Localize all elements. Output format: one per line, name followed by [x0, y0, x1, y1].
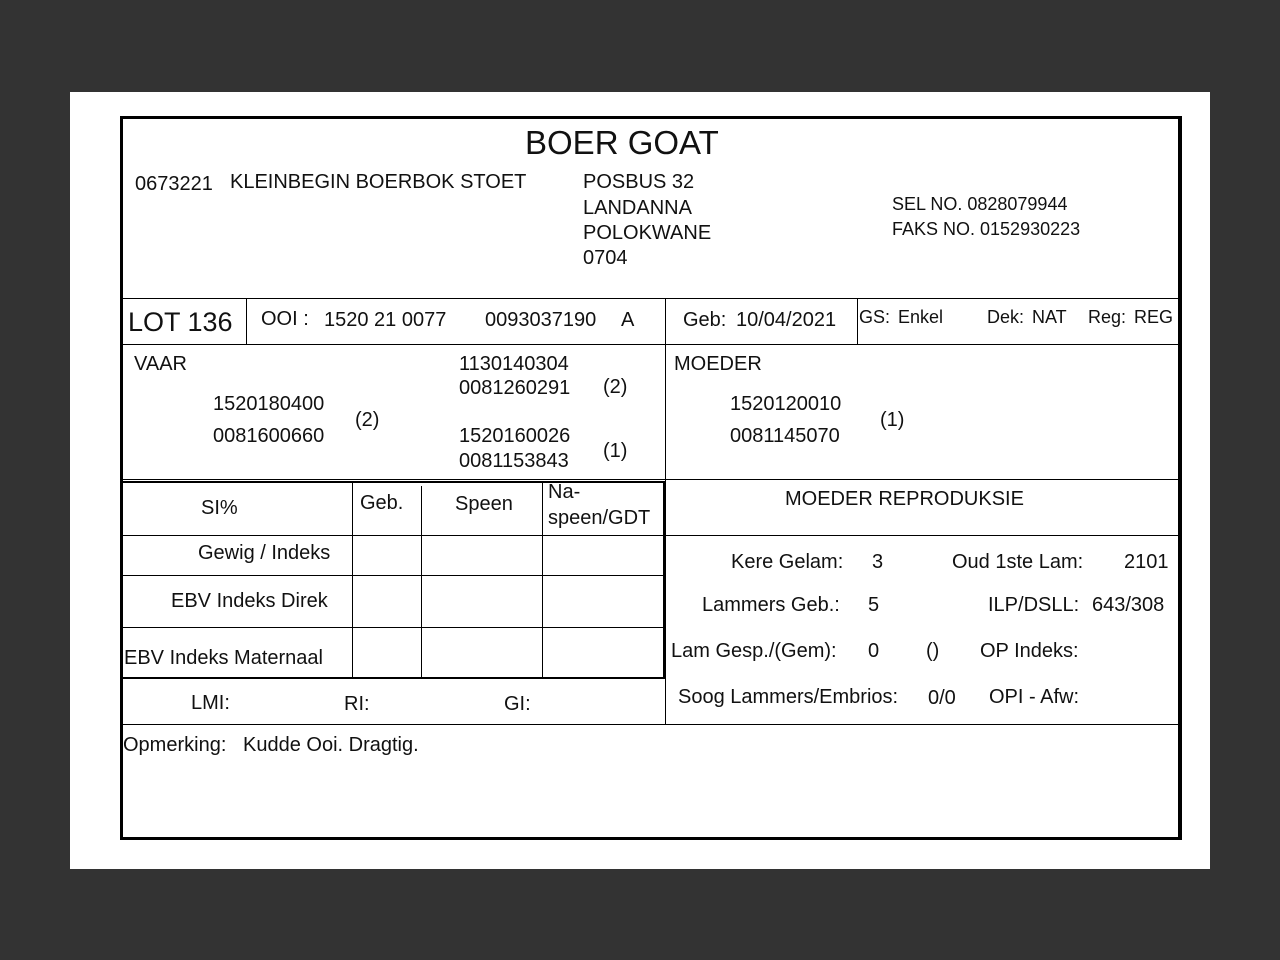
lam-gesp-value: 0 [868, 640, 880, 662]
remark-value: Kudde Ooi. Dragtig. [243, 734, 419, 756]
sire-id: 0081600660 [213, 425, 325, 447]
reg-label: Reg: [1088, 307, 1127, 327]
address-line-1: POSBUS 32 [583, 171, 695, 193]
ri-label: RI: [344, 693, 370, 715]
ooi-label: OOI : [261, 308, 309, 330]
ilp-value: 643/308 [1092, 594, 1165, 616]
address-line-2: LANDANNA [583, 197, 692, 219]
repro-title: MOEDER REPRODUKSIE [785, 488, 1024, 510]
sire-sire-id: 0081260291 [459, 377, 571, 399]
lam-gesp-label: Lam Gesp./(Gem): [671, 640, 837, 662]
fax-number: FAKS NO. 0152930223 [892, 219, 1081, 239]
dam-number: 1520120010 [730, 393, 842, 415]
ooi-id: 0093037190 [485, 309, 597, 331]
geb-value: 10/04/2021 [736, 309, 837, 331]
sire-sire-count: (2) [603, 376, 628, 398]
card-title: BOER GOAT [525, 124, 719, 161]
breeder-name: KLEINBEGIN BOERBOK STOET [230, 171, 527, 193]
sire-label: VAAR [134, 353, 187, 375]
op-indeks-label: OP Indeks: [980, 640, 1079, 662]
opi-label: OPI - Afw: [989, 686, 1080, 708]
gs-value: Enkel [898, 307, 944, 327]
sire-count: (2) [355, 409, 380, 431]
ebv-header-geb: Geb. [360, 492, 404, 514]
ebv-header-si: SI% [201, 497, 238, 519]
lot-number: LOT 136 [128, 307, 233, 337]
soog-value: 0/0 [928, 687, 956, 709]
cell-number: SEL NO. 0828079944 [892, 194, 1068, 214]
kere-gelam-label: Kere Gelam: [731, 551, 844, 573]
gs-label: GS: [859, 307, 891, 327]
dam-count: (1) [880, 409, 905, 431]
ebv-row-maternaal: EBV Indeks Maternaal [124, 647, 323, 669]
remark-label: Opmerking: [123, 734, 227, 756]
ooi-grade: A [621, 309, 635, 331]
lam-gesp-gem: () [926, 640, 940, 662]
address-line-4: 0704 [583, 247, 628, 269]
ebv-header-naspeen-1: Na- [548, 481, 581, 503]
breeder-number: 0673221 [135, 173, 213, 195]
dek-label: Dek: [987, 307, 1025, 327]
ooi-number: 1520 21 0077 [324, 309, 447, 331]
gi-label: GI: [504, 693, 531, 715]
geb-label: Geb: [683, 309, 727, 331]
ebv-row-gewig: Gewig / Indeks [198, 542, 331, 564]
reg-value: REG [1134, 307, 1174, 327]
sire-dam-count: (1) [603, 440, 628, 462]
kere-gelam-value: 3 [872, 551, 884, 573]
lammers-geb-label: Lammers Geb.: [702, 594, 840, 616]
sire-dam-number: 1520160026 [459, 425, 571, 447]
ilp-label: ILP/DSLL: [988, 594, 1080, 616]
sire-number: 1520180400 [213, 393, 325, 415]
dam-label: MOEDER [674, 353, 762, 375]
address-line-3: POLOKWANE [583, 222, 712, 244]
oud-lam-value: 2101 [1124, 551, 1169, 573]
ebv-row-direk: EBV Indeks Direk [171, 590, 328, 612]
dek-value: NAT [1032, 307, 1067, 327]
dam-id: 0081145070 [730, 425, 840, 447]
soog-label: Soog Lammers/Embrios: [678, 686, 899, 708]
sire-sire-number: 1130140304 [459, 353, 569, 375]
sire-dam-id: 0081153843 [459, 450, 569, 472]
lammers-geb-value: 5 [868, 594, 880, 616]
lmi-label: LMI: [191, 692, 230, 714]
ebv-header-naspeen-2: speen/GDT [548, 507, 651, 529]
oud-lam-label: Oud 1ste Lam: [952, 551, 1084, 573]
ebv-header-speen: Speen [455, 493, 513, 515]
